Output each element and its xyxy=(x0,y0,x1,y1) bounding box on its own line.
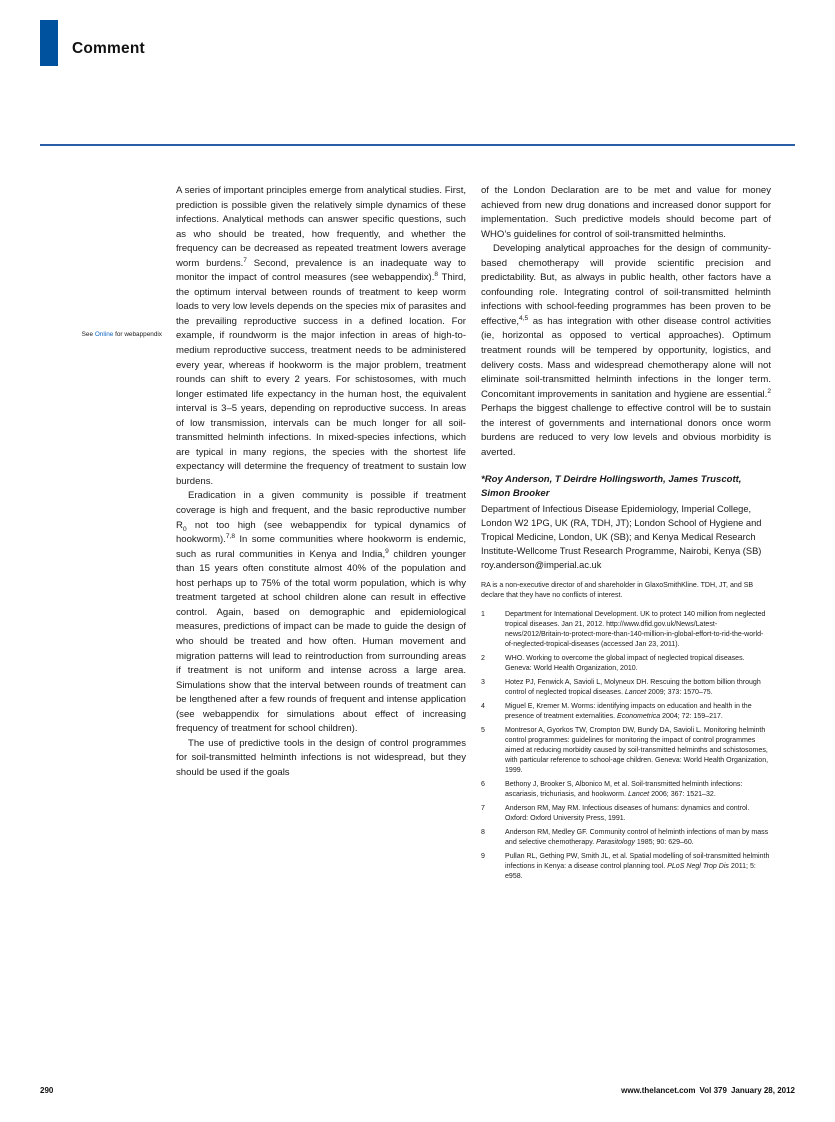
masthead xyxy=(40,20,795,70)
reference-text: Anderson RM, May RM. Infectious diseases of humans: dynamics and control. Oxford: Oxford University Press, 1991. xyxy=(505,804,750,822)
reference-journal: Lancet xyxy=(627,790,650,798)
margin-note-prefix: See xyxy=(81,331,95,338)
ref-marker-7: 7 xyxy=(243,256,247,264)
reference-text: Pullan RL, Gething PW, Smith JL, et al. Spatial modelling of soil-transmitted helminth infections in Kenya: a disease control planning tool. xyxy=(505,852,770,870)
reference-number: 4 xyxy=(481,703,485,711)
para5-part2: as has integration with other disease control activities (ie, horizontal as opposed to vertical approaches). Optimum treatment rounds will be tempered by opportunity, logistics, and delivery costs. Mass and widespread chemotherapy alone will not eliminate soil-transmitted helminth infections in the longer term. Concomitant improvements in sanitation and hygiene are essential. xyxy=(481,315,771,400)
para1-part3: Third, the optimum interval between rounds of treatment to keep worm loads to very low levels depends on the species mix of parasites and the prevailing reproductive success in a defined location. For example, if roundworm is the major infection in areas of high-to-medium reproductive success, treatment needs to be administered every year, whereas if hookworm is the major problem, treatment rounds can shift to every 2 years. For schistosomes, with much longer estimated life expectancy in the human host, the equivalent interval is 3–5 years, depending on reproductive success. In areas of low transmission, intervals can be much longer for all soil-transmitted helminth infections. In mixed-species infections, which are typical in many regions, the species with the shortest life expectancy will determine the frequency of treatment to sustain low burdens. xyxy=(176,272,467,487)
page-number: 290 xyxy=(40,1086,54,1095)
reference-journal: Lancet xyxy=(624,688,647,696)
para2-part4: children younger than 15 years often constitute almost 40% of the population and host perhaps up to 75% of the total worm population, which is why treatment targeted at school children alone can result in effective control. Again, based on demographic and epidemiological measures, predictions of impact can be made to guide the design of who should be treated and how often. Human movement and migration patterns will lead to reintroduction from surrounding areas if treatment is not uniform and intense across a large area. Simulations show that the interval between rounds of treatment can be lengthened after a few rounds of frequent and intense application (see webappendix for simulations about effect of increasing frequency of treatment for school children). xyxy=(176,548,466,735)
reference-item xyxy=(481,852,771,882)
para2-part3: In some communities where hookworm is endemic, such as rural communities in Kenya and India, xyxy=(176,534,466,560)
reference-item xyxy=(481,780,771,800)
reference-item xyxy=(481,726,771,776)
reference-text: WHO. Working to overcome the global impact of neglected tropical diseases. Geneva: World Health Organization, 2010. xyxy=(505,655,745,672)
page-title: Comment xyxy=(72,40,145,57)
reference-item xyxy=(481,654,771,674)
ref-marker-4-5: 4,5 xyxy=(519,314,529,322)
issue-date: January 28, 2012 xyxy=(730,1086,795,1095)
reference-journal: Econometrica xyxy=(617,712,661,720)
paragraph-4: of the London Declaration are to be met and value for money achieved from new drug donations and increased donor support for implementation. Such predictive models should become part of WHO’s guidelines for control of soil-transmitted helminths. xyxy=(481,185,771,240)
reference-text: Hotez PJ, Fenwick A, Savioli L, Molyneux DH. Rescuing the bottom billion through control of neglected tropical diseases. xyxy=(505,679,761,696)
paragraph-5 xyxy=(481,242,771,460)
reference-number: 2 xyxy=(481,655,485,663)
paragraph-1 xyxy=(176,184,466,489)
reference-tail: 2004; 72: 159–217. xyxy=(660,712,723,720)
margin-note-webappendix xyxy=(40,331,162,340)
reference-item xyxy=(481,678,771,698)
reference-tail: 2011; 5: e958. xyxy=(505,862,756,880)
conflicts-of-interest: RA is a non-executive director of and shareholder in GlaxoSmithKline. TDH, JT, and SB declare that they have no conflicts of interest. xyxy=(481,582,754,600)
ref-marker-8: 8 xyxy=(434,271,439,279)
reference-tail: 2006; 367: 1521–32. xyxy=(649,790,716,798)
para1-part1: A series of important principles emerge from analytical studies. First, prediction is possible given the relatively simple dynamics of these infections. Analytical methods can answer specific questions, such as who should be treated, how frequently, and whether the frequency can be decreased as repeated treatment lowers average worm burdens. xyxy=(176,185,466,269)
reference-item xyxy=(481,804,771,824)
volume-label: Vol 379 xyxy=(699,1086,727,1095)
reference-number: 6 xyxy=(481,780,485,788)
paragraph-2 xyxy=(176,489,466,736)
reference-text: Bethony J, Brooker S, Albonico M, et al. Soil-transmitted helminth infections: ascariasis, trichuriasis, and hookworm. xyxy=(505,780,743,798)
reference-item xyxy=(481,702,771,722)
body-column-left xyxy=(176,184,466,780)
reference-item xyxy=(481,828,771,848)
reference-journal: Parasitology xyxy=(596,838,635,846)
reference-tail: 2009; 373: 1570–75. xyxy=(646,688,713,696)
r-zero-subscript: 0 xyxy=(182,525,187,533)
margin-note-suffix: for webappendix xyxy=(113,331,162,338)
reference-number: 7 xyxy=(481,804,485,812)
reference-text: Department for International Development. UK to protect 140 million from neglected tropical diseases. Jan 21, 2012. http://www.dfid.gov.uk/News/Latest-news/2012/Britain-to-protect-more-than-140-million-in-global-effort-to-rid-the-world-of-neglected-tropical-diseases (accessed Jan 23, 2011). xyxy=(505,611,766,648)
para2-part1: Eradication in a given community is possible if treatment coverage is high and frequent, and the basic reproductive number R xyxy=(176,490,466,531)
journal-website[interactable]: www.thelancet.com xyxy=(621,1086,696,1095)
para5-part1: Developing analytical approaches for the design of community-based chemotherapy will provide scientific precision and predictability. But, as always in public health, other factors have a confounding role. Integrating control of soil-transmitted helminth infections with school-feeding programmes has been proven to be effective, xyxy=(481,243,771,327)
reference-tail: 1985; 90: 629–60. xyxy=(634,838,694,846)
para1-part2: Second, prevalence is an inadequate way to monitor the impact of control measures (see webappendix). xyxy=(176,257,466,284)
brand-color-block xyxy=(40,20,58,66)
author-affiliation: Department of Infectious Disease Epidemiology, Imperial College, London W2 1PG, UK (RA, TDH, JT); London School of Hygiene and Tropical Medicine, London, UK (SB); and Kenya Medical Research Institute-Wellcome Trust Research Programme, Nairobi, Kenya (SB) xyxy=(481,504,762,557)
reference-number: 9 xyxy=(481,852,485,860)
reference-text: Miguel E, Kremer M. Worms: identifying impacts on education and health in the presence of treatment externalities. xyxy=(505,703,752,720)
para2-part2: not too high (see webappendix for typical dynamics of hookworm). xyxy=(176,519,466,546)
reference-number: 8 xyxy=(481,828,485,836)
author-list: *Roy Anderson, T Deirdre Hollingsworth, James Truscott, Simon Brooker xyxy=(481,474,742,500)
reference-number: 3 xyxy=(481,679,485,687)
body-column-right xyxy=(481,184,771,886)
reference-item xyxy=(481,610,771,650)
reference-journal: PLoS Negl Trop Dis xyxy=(667,862,729,870)
ref-marker-9: 9 xyxy=(385,547,389,555)
reference-text: Montresor A, Gyorkos TW, Crompton DW, Bundy DA, Savioli L. Monitoring helminth control programmes: guidelines for monitoring the impact of control programmes aimed at reducing morbidity caused by soil-transmitted helminths and schistosomes, with particular reference to school-age children. Geneva: World Health Organization, 1999. xyxy=(505,727,769,774)
paragraph-3: The use of predictive tools in the design of control programmes for soil-transmitted helminth infections is not widespread, but they should be used if the goals xyxy=(176,737,466,778)
online-link[interactable]: Online xyxy=(94,331,114,338)
para5-part3: Perhaps the biggest challenge to effective control will be to sustain the interest of governments and international donors once worm burdens are reduced to very low levels and obvious morbidity is averted. xyxy=(481,403,771,458)
reference-list xyxy=(481,610,771,881)
header-rule xyxy=(40,144,795,146)
reference-number: 5 xyxy=(481,727,485,735)
ref-marker-7-8: 7,8 xyxy=(225,532,236,540)
author-email[interactable]: roy.anderson@imperial.ac.uk xyxy=(481,560,602,571)
ref-marker-2: 2 xyxy=(767,387,771,395)
reference-text: Anderson RM, Medley GF. Community control of helminth infections of man by mass and selective chemotherapy. xyxy=(505,828,769,846)
footer-citation xyxy=(621,1086,795,1095)
reference-number: 1 xyxy=(481,611,485,619)
